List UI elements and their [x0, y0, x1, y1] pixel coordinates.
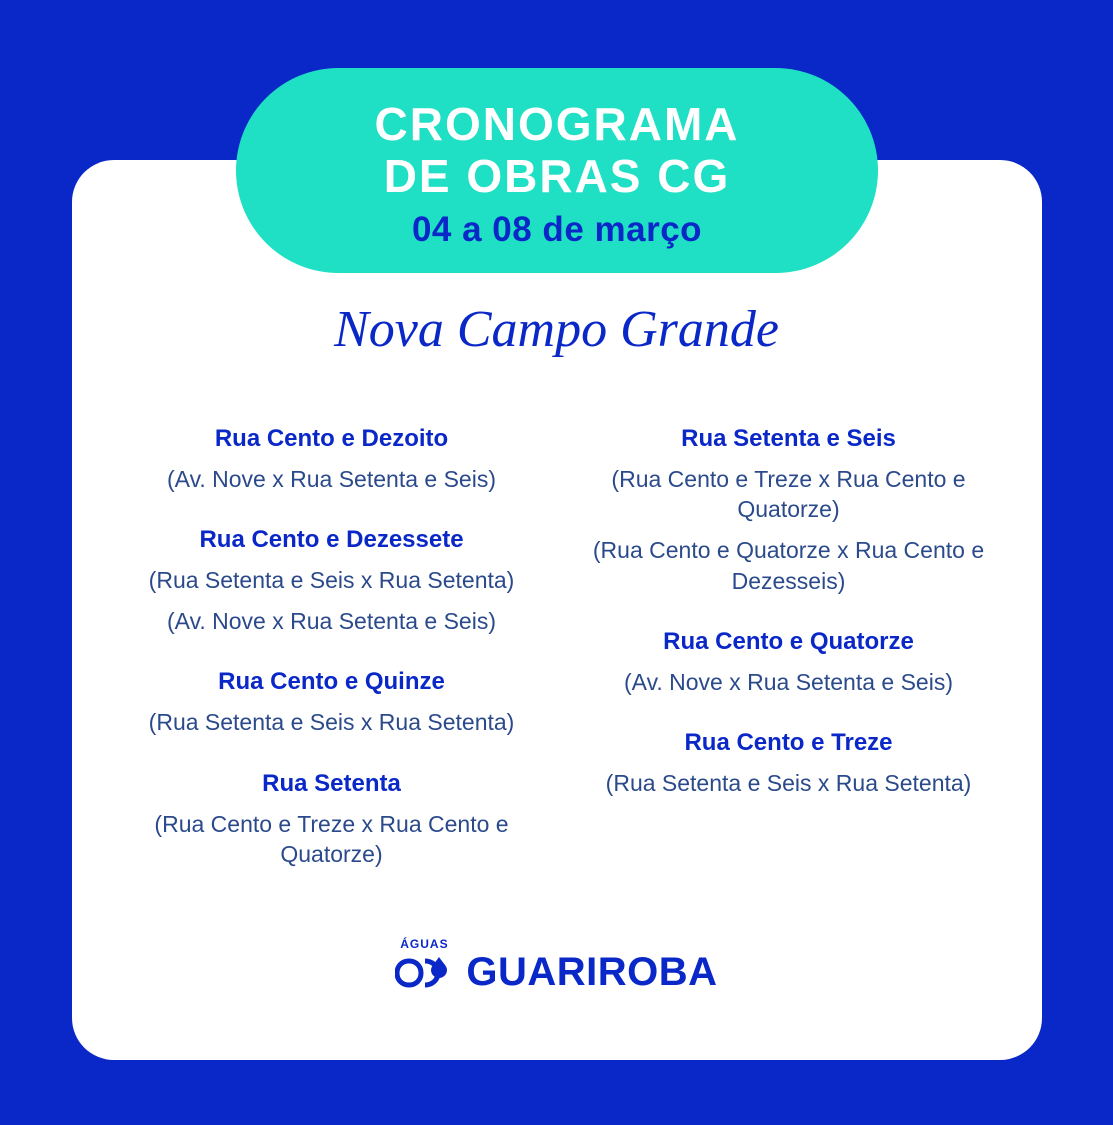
- header-banner: [236, 68, 878, 273]
- street-name: Rua Cento e Dezessete: [199, 526, 464, 554]
- schedule-columns: [120, 425, 1000, 880]
- street-name: Rua Cento e Quinze: [218, 668, 445, 696]
- street-name: Rua Setenta e Seis: [681, 425, 896, 452]
- region-title: Nova Campo Grande: [334, 301, 779, 358]
- street-cross-reference: (Rua Setenta e Seis x Rua Setenta): [605, 770, 972, 797]
- street-cross-reference: (Rua Setenta e Seis x Rua Setenta): [148, 709, 515, 736]
- street-cross-reference: (Av. Nove x Rua Setenta e Seis): [167, 465, 496, 492]
- street-cross-reference: (Av. Nove x Rua Setenta e Seis): [624, 668, 953, 695]
- logo-row: [395, 936, 718, 995]
- logo-small-text: ÁGUAS: [400, 936, 449, 951]
- header-title: [375, 99, 740, 202]
- street-name: Rua Cento e Dezoito: [214, 425, 449, 452]
- street-cross-reference: (Rua Setenta e Seis x Rua Setenta): [148, 567, 515, 594]
- street-name: Rua Setenta: [262, 769, 401, 797]
- brand-logo: [0, 936, 1113, 995]
- header-title-line2: DE OBRAS CG: [383, 149, 731, 202]
- street-cross-reference: (Rua Cento e Treze x Rua Cento e Quatorze): [154, 810, 509, 868]
- street-cross-reference: (Rua Cento e Quatorze x Rua Cento e Dezesseis): [592, 536, 985, 594]
- street-cross-reference: (Rua Cento e Treze x Rua Cento e Quatorze): [611, 465, 966, 523]
- logo-wordmark: GUARIROBA: [466, 950, 718, 994]
- schedule-column-left: [120, 425, 543, 880]
- infinity-drop-icon: [395, 936, 453, 993]
- header-subtitle: 04 a 08 de março: [411, 210, 703, 250]
- header-title-line1: CRONOGRAMA: [374, 97, 740, 150]
- street-name: Rua Cento e Quatorze: [663, 628, 914, 656]
- schedule-column-right: [577, 425, 1000, 880]
- street-cross-reference: (Av. Nove x Rua Setenta e Seis): [167, 607, 496, 634]
- street-name: Rua Cento e Treze: [684, 729, 893, 757]
